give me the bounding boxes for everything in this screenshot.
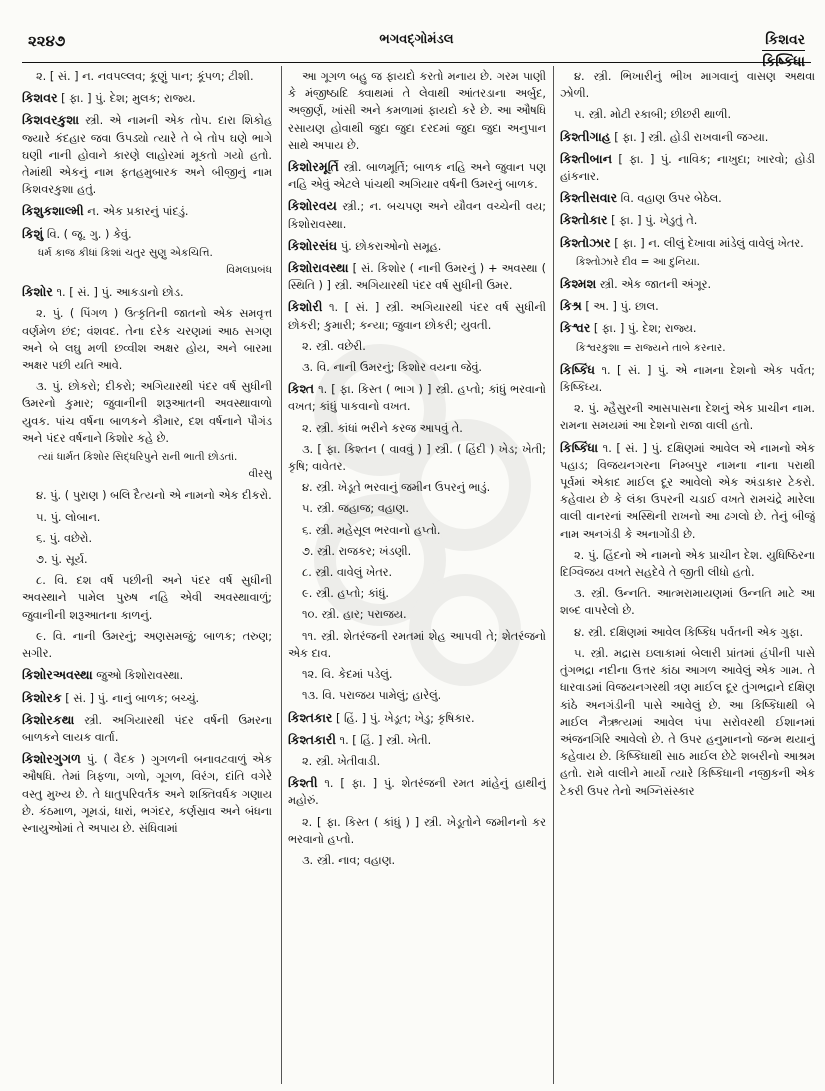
entry-sense: ૨. [ સં. ] ન. નવપલ્લવ; કૂણું પાન; કૂંપળ; ટીશી. — [36, 70, 254, 83]
entry-definition: ૧. [ સં. ] પું. એ નામના દેશનો એક પર્વત; કિષ્કિંધ્ય. — [560, 363, 815, 395]
column-divider — [281, 66, 282, 1084]
dictionary-entry — [560, 297, 815, 315]
dictionary-entry — [288, 774, 546, 809]
entry-quotation — [22, 245, 272, 279]
dictionary-entry — [288, 298, 546, 333]
entry-definition: સ્ત્રી. બાળમૂર્તિ; બાળક નહિ અને જુવાન પણ નહિ એવું એટલે પાંચથી અગિયાર વર્ષની ઉમરનું બાળક. — [288, 161, 546, 192]
entry-definition: ૧. [ ફા. ] પું. શેતરંજની રમત માંહેનું હાથીનું મહોરું. — [288, 777, 546, 808]
entry-sense: ૪. સ્ત્રી. દક્ષિણમાં આવેલ કિષ્કિંધ પર્વતની એક ગુફા. — [574, 625, 804, 639]
column-1 — [22, 68, 272, 1088]
entry-headword: કિશ્તોઝાર — [560, 234, 611, 250]
entry-definition: ન. એક પ્રકારનું પાંદડું. — [83, 205, 189, 219]
entry-sense: ૧૦. સ્ત્રી. હાર; પરાજય. — [302, 608, 407, 622]
column-2 — [288, 68, 546, 1088]
dictionary-entry — [560, 319, 815, 337]
entry-headword: કિશોર — [22, 284, 53, 300]
entry-headword: કિશ્તી — [288, 775, 318, 791]
entry-sense: ૨. સ્ત્રી. ખેતીવાડી. — [302, 754, 381, 768]
entry-definition: [ ફા. ] પું. દેશ; મુલક; રાજ્ય. — [57, 92, 196, 106]
entry-headword: કિશ્તોકાર — [560, 212, 608, 228]
dictionary-entry — [288, 709, 546, 727]
entry-headword: કિશોરાવસ્થા — [288, 260, 349, 276]
dictionary-entry — [288, 197, 546, 232]
entry-headword: કિશોરમૂર્તિ — [288, 159, 339, 175]
dictionary-entry — [22, 202, 272, 220]
entry-sense: ૨. પું. હિંદનો એ નામનો એક પ્રાચીન દેશ. યુધિષ્ઠિરના દિગ્વિજય વખતે સહદેવે તે જીતી લીધો હતો. — [560, 548, 815, 580]
entry-definition: [ અ. ] પું. છાલ. — [581, 300, 659, 314]
entry-sense: આ ગૂગળ બહુ જ ફાયદો કરતો મનાય છે. ગરમ પાણી કે મંજીષ્ઠાદિ ક્વાથમાં તે લેવાથી આંતરડાના અર્બુદ, અજીર્ણ, ખાંસી અને કમળામાં ફાયદો કરે છે. આ ઔષધિ રસાયણ હોવાથી જુદા જુદા દરદમાં જુદા જુદા અનુપાન સાથે અપાય છે. — [288, 70, 546, 152]
entry-definition: સ્ત્રી. એ નામની એક તોપ. દારા શિકોહ જ્યારે કંદહાર જવા ઉપડ્યો ત્યારે તે બે તોપ ઘણે ભાગે ઘણી નાની હોવાને કારણે લાહોરમાં મૂકતો ગયો હતો. તેમાંથી એકનું નામ ફતહમુબારક અને બીજીનું નામ કિશવરકુશા હતું. — [22, 114, 272, 197]
entry-sense: ૩. [ ફા. કિશ્તન ( વાવવું ) ] સ્ત્રી. ( હિંદી ) ખેડ; ખેતી; કૃષિ; વાવેતર. — [288, 442, 546, 474]
dictionary-entry — [560, 189, 815, 207]
entry-sense: ૪. પું. ( પુરાણ ) બલિ દૈત્યનો એ નામનો એક દીકરો. — [36, 489, 272, 503]
quotation-text: ધર્મ કાજ કીધાં કિશાં ચતુર સુણુ એકચિત્તિ. — [38, 246, 213, 259]
entry-headword: કિષ્કિંધ — [560, 361, 596, 377]
entry-definition: ૧. [ હિં. ] સ્ત્રી. ખેતી. — [335, 733, 432, 747]
entry-headword: કિશોરકથા — [22, 711, 75, 727]
entry-definition: જુઓ કિશોરાવસ્થા. — [92, 669, 184, 683]
entry-sense: ૧૧. સ્ત્રી. શેતરંજની રમતમાં શેહ આપવી તે; શેતરંજનો એક દાવ. — [288, 629, 546, 660]
entry-quotation — [560, 340, 815, 357]
entry-sense: ૫. સ્ત્રી. મોટી રકાબી; છીછરી થાળી. — [574, 108, 732, 122]
entry-headword: કિશ્વર — [560, 320, 591, 336]
entry-sense: ૪. સ્ત્રી. ભિખારીનું ભીખ માગવાનું વાસણ અથવા ઝોળી. — [560, 70, 815, 101]
guide-words — [762, 30, 805, 72]
quotation-source: વિમલપ્રબંધ — [226, 264, 272, 277]
entry-headword: કિશોરી — [288, 299, 323, 315]
column-3 — [560, 68, 815, 1088]
entry-sense: ૮. સ્ત્રી. વાવેલું ખેતર. — [302, 566, 393, 580]
entry-sense: ૩. પું. છોકરો; દીકરો; અગિયારથી પંદર વર્ષ સુધીની ઉમરનો કુમાર; જુવાનીની શરૂઆતની અવસ્થાવાળો યુવક. પાંચ વર્ષના બાળકને કૌમાર, દશ વર્ષનાને પૌગંડ અને પંદર વર્ષનાને કિશોર કહે છે. — [22, 380, 272, 445]
entry-sense: ૫. પું. લોબાન. — [36, 510, 101, 524]
guide-word-first: કિશવર — [765, 32, 805, 48]
entry-headword: કિશ્તીબાન — [560, 150, 613, 166]
entry-definition: વિ. ( જૂ. ગુ. ) કેવું. — [43, 227, 132, 241]
dictionary-entry — [22, 750, 272, 837]
entry-definition: પું. છોકરાઓનો સમૂહ. — [337, 239, 442, 253]
entry-headword: કિશ્તકાર — [288, 709, 333, 725]
entry-headword: કિશોરઅવસ્થા — [22, 667, 93, 683]
entry-headword: કિશવરકુશા — [22, 112, 80, 128]
running-title: ભગવદ્ગોમંડલ — [379, 32, 454, 47]
entry-sense: ૫. સ્ત્રી. જહાજ; વહાણ. — [302, 502, 409, 516]
entry-definition: [ ફા. ] ન. લીલું દેખાવા માંડેલું વાવેલું ખેતર. — [610, 236, 804, 250]
quotation-text: કિશ્વરકુશા = રાજ્યને તાબે કરનાર. — [576, 341, 726, 354]
entry-headword: કિષ્કિંધા — [560, 439, 599, 455]
dictionary-entry — [22, 689, 272, 707]
entry-sense: ૧૨. વિ. કેદમાં પડેલું. — [302, 668, 393, 682]
entry-definition: ૧. [ સં. ] સ્ત્રી. અગિયારથી પંદર વર્ષ સુધીની છોકરી; કુમારી; કન્યા; જુવાન છોકરી; યુવતી. — [288, 301, 546, 332]
entry-headword: કિશ્તીસવાર — [560, 190, 618, 206]
entry-headword: કિશોરક — [22, 689, 62, 705]
entry-sense: ૮. વિ. દશ વર્ષ પછીની અને પંદર વર્ષ સુધીની અવસ્થાને પામેલ પુરુષ નહિ એવી અવસ્થાવાળું; જુવાનીની શરૂઆતના કાળનું. — [22, 574, 272, 622]
entry-definition: સ્ત્રી. એક જાતની અંગૂર. — [596, 278, 712, 292]
dictionary-entry — [560, 234, 815, 252]
entry-sense: ૬. પું. વછેરો. — [36, 531, 93, 545]
entry-headword: કિશું — [22, 225, 44, 241]
dictionary-entry — [22, 283, 272, 301]
entry-sense: ૭. સ્ત્રી. રાજકર; ખંડણી. — [302, 544, 412, 558]
entry-headword: કિશ્ત — [288, 381, 315, 397]
entry-definition: સ્ત્રી. અગિયારથી પંદર વર્ષની ઉમરના બાળકને લાયક વાર્તા. — [22, 713, 272, 744]
dictionary-entry — [288, 237, 546, 255]
entry-quotation — [560, 254, 815, 271]
entry-sense: ૯. સ્ત્રી. હપ્તો; કાંધું. — [302, 587, 389, 601]
guide-word-last: કિષ્કિંધા — [762, 50, 805, 72]
entry-sense: ૯. વિ. નાની ઉમરનું; અણસમજું; બાળક; તરુણ; સગીર. — [22, 629, 272, 661]
entry-sense: ૩. સ્ત્રી. ઉન્નતિ. આત્મરામાયણમાં ઉન્નતિ માટે આ શબ્દ વાપરેલો છે. — [560, 587, 815, 618]
entry-sense: ૭. પું. સૂર્ય. — [36, 553, 88, 567]
entry-definition: ૧. [ સં. ] પું. દક્ષિણમાં આવેલ એ નામનો એક પહાડ; વિજયનગરના નિમ્બપુર નામના નાના પરાથી પૂર્વમાં એકાદ માઈલ દૂર આવેલો એક અંડાકાર ટેકરો. કહેવાય છે કે લંકા ઉપરની ચડાઈ વખતે રામચંદ્રે મારેલા વાલી વાનરનાં અસ્થિની રાખનો આ ઢગલો છે. તેનું બીજું નામ અનગંડી કે અનાગોંડી છે. — [560, 441, 815, 541]
dictionary-entry — [22, 225, 272, 243]
dictionary-entry — [560, 275, 815, 293]
dictionary-entry — [22, 711, 272, 746]
entry-definition: [ હિં. ] પું. ખેડૂત; ખેડુ; કૃષિકાર. — [332, 711, 475, 725]
entry-definition: [ ફા. ] પું. દેશ; રાજ્ય. — [590, 322, 697, 336]
entry-definition: વિ. વહાણ ઉપર બેઠેલ. — [617, 192, 722, 206]
entry-definition: [ ફા. ] પું. નાવિક; નાખુદા; ખારવો; હોડી હાંકનાર. — [560, 152, 815, 184]
entry-sense: ૧૩. વિ. પરાજય પામેલું; હારેલું. — [302, 689, 442, 703]
dictionary-entry — [560, 211, 815, 229]
quotation-text: ત્યાં ધાર્મત કિશોર સિદ્ધરિપુને રાની ભાતી છોડતાં. — [38, 451, 238, 464]
dictionary-entry — [22, 89, 272, 107]
quotation-source: વીરસુ — [248, 468, 272, 481]
entry-definition: [ ફા. ] સ્ત્રી. હોડી રાખવાની જગ્યા. — [610, 130, 769, 144]
dictionary-entry — [560, 150, 815, 185]
entry-sense: ૪. સ્ત્રી. ખેડૂતે ભરવાનું જમીન ઉપરનું ભાડું. — [302, 481, 491, 495]
page-number: ૨૨૪૭ — [28, 32, 66, 50]
entry-sense: ૩. વિ. નાની ઉમરનું; કિશોર વયના જેવું. — [302, 361, 482, 375]
entry-headword: કિશોરવય — [288, 198, 337, 214]
column-divider — [553, 66, 554, 1084]
dictionary-entry — [560, 439, 815, 543]
entry-headword: કિશ્તીગાહ — [560, 128, 611, 144]
entry-sense: ૨. પું. ( પિંગળ ) ઉત્કૃતિની જાતનો એક સમવૃત્ત વર્ણમેળ છંદ; વંશવદ. તેના દરેક ચરણમાં આઠ સગણ અને બે લઘુ મળી છવ્વીશ અક્ષર હોય, અને બારમા અક્ષર પછી યતિ આવે. — [22, 307, 272, 373]
entry-definition: સ્ત્રી.; ન. બચપણ અને યૌવન વચ્ચેની વય; કિશોરાવસ્થા. — [288, 200, 546, 231]
entry-definition: [ ફા. ] પું. ખેડુતું તે. — [607, 214, 698, 228]
quotation-text: કિશ્તોઝારે દીવ = આ દુનિયા. — [576, 255, 700, 268]
entry-headword: કિશ્ર — [560, 298, 582, 314]
dictionary-entry — [560, 361, 815, 396]
entry-definition: [ સં. ] પું. નાનું બાળક; બચ્ચું. — [61, 691, 200, 705]
entry-sense: ૬. સ્ત્રી. મહેસૂલ ભરવાનો હપ્તો. — [302, 523, 441, 537]
dictionary-entry — [560, 128, 815, 146]
entry-definition: [ સં. કિશોર ( નાની ઉમરનું ) + અવસ્થા ( સ્થિતિ ) ] સ્ત્રી. અગિયારથી પંદર વર્ષ સુધીની ઉમર. — [288, 262, 546, 293]
dictionary-entry — [288, 259, 546, 294]
entry-headword: કિશ્તકારી — [288, 731, 336, 747]
entry-headword: કિશ્મશ — [560, 276, 597, 292]
entry-sense: ૨. [ ફા. કિસ્ત ( કાંધું ) ] સ્ત્રી. ખેડૂતોને જમીનનો કર ભરવાનો હપ્તો. — [288, 815, 546, 846]
entry-sense: ૫. સ્ત્રી. મદ્રાસ ઇલાકામાં બેલારી પ્રાંતમાં હંપીની પાસે તુંગભદ્રા નદીના ઉત્તર કાંઠા આગળ આવેલું એક ગામ. તે ધારવાડમાં વિજયનગરથી ત્રણ માઈલ દૂર તુંગભદ્રાને દક્ષિણ કાંઠે અનગંડીની પાસે આવેલું છે. આ કિષ્કિંધાથી બે માઈલ નૈઋત્યમાં આવેલ પંપા સરોવરથી ઈશાનમાં અંજનગિરિ આવેલો છે. તે ઉપર હનુમાનનો જન્મ થયાનું કહેવાય છે. કિષ્કિંધાથી સાઠ માઈલ છેટે શબરીનો આશ્રમ હતો. રામે વાલીને માર્યો ત્યારે કિષ્કિંધાની નજીકની એક ટેકરી ઉપર તેનો અગ્નિસંસ્કાર — [560, 646, 815, 798]
entry-sense: ૨. પું. મ્હૈસુરની આસપાસના દેશનું એક પ્રાચીન નામ. રામના સમયમાં આ દેશનો રાજા વાલી હતો. — [560, 402, 815, 433]
entry-headword: કિશોરગુગળ — [22, 751, 81, 767]
entry-headword: કિશુકશાલ્મી — [22, 203, 84, 219]
entry-headword: કિશોરસંઘ — [288, 237, 338, 253]
header-rule — [22, 62, 811, 63]
entry-sense: ૨. સ્ત્રી. વછેરી. — [302, 339, 366, 353]
entry-definition: પું. ( વૈદક ) ગુગળની બનાવટવાળું એક ઔષધિ. તેમાં ત્રિફળા, ગળો, ગૂગળ, વિરંગ, દાંતિ વગેરે વસ્તુ મુખ્ય છે. તે ધાતુપરિવર્તક અને શક્તિવર્ધક ગણાય છે. કંઠમાળ, ગૂમડાં, ધારાં, ભગંદર, કર્ણસ્રાવ અને બંધના સ્નાયુઓમાં તે અપાય છે. સંધિવામાં — [22, 753, 272, 835]
dictionary-entry — [288, 731, 546, 749]
entry-definition: ૧. [ સં. ] પું. આકડાનો છોડ. — [52, 286, 184, 300]
dictionary-entry — [22, 666, 272, 684]
entry-headword: કિશવર — [22, 90, 58, 106]
entry-definition: ૧. [ ફા. કિસ્ત ( ભાગ ) ] સ્ત્રી. હપ્તો; કાંધું ભરવાનો વખત; કાંધું પાકવાનો વખત. — [288, 383, 546, 414]
entry-sense: ૨. સ્ત્રી. કાંધાં ભરીને કરજ આપવું તે. — [302, 421, 463, 435]
dictionary-entry — [288, 158, 546, 193]
entry-sense: ૩. સ્ત્રી. નાવ; વહાણ. — [302, 853, 396, 867]
entry-quotation — [22, 449, 272, 483]
dictionary-entry — [22, 111, 272, 198]
dictionary-entry — [288, 380, 546, 415]
